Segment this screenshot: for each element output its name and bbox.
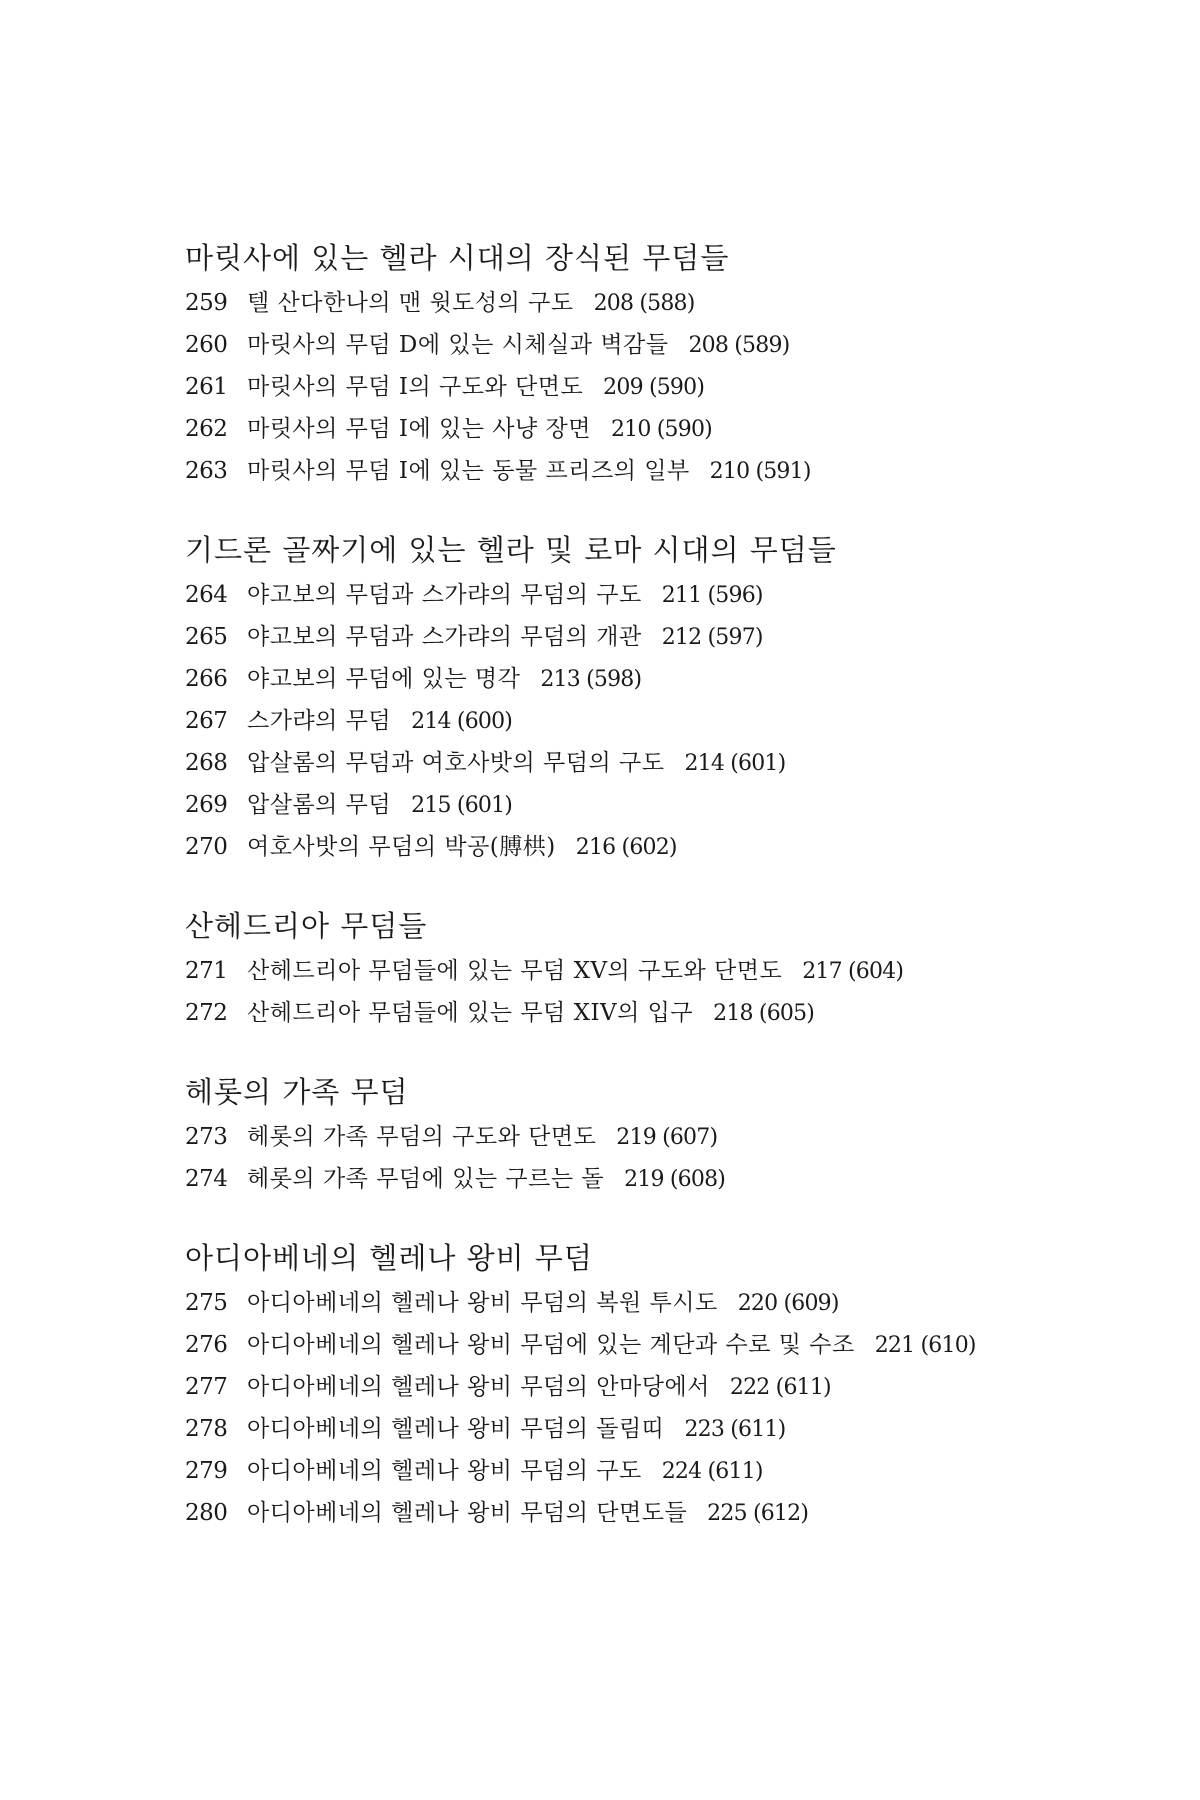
figure-number: 279 xyxy=(185,1458,228,1484)
figure-number: 278 xyxy=(185,1416,228,1442)
figure-number: 260 xyxy=(185,332,228,358)
figure-caption: 야고보의 무덤과 스가랴의 무덤의 구도 xyxy=(247,582,642,608)
page-reference: 212 (597) xyxy=(661,625,763,650)
figure-number: 262 xyxy=(185,416,228,442)
figure-caption: 압살롬의 무덤 xyxy=(247,792,392,818)
section-title: 아디아베네의 헬레나 왕비 무덤 xyxy=(185,1241,593,1275)
page-reference: 214 (600) xyxy=(411,709,513,734)
figure-list xyxy=(185,238,1145,1572)
figure-caption: 헤롯의 가족 무덤에 있는 구르는 돌 xyxy=(247,1166,605,1192)
list-item xyxy=(185,1408,1145,1450)
list-item xyxy=(185,1450,1145,1492)
figure-caption: 스가랴의 무덤 xyxy=(247,708,392,734)
page-reference: 211 (596) xyxy=(661,583,763,608)
list-item xyxy=(185,784,1145,826)
figure-caption: 야고보의 무덤과 스가랴의 무덤의 개관 xyxy=(247,624,642,650)
figure-caption: 아디아베네의 헬레나 왕비 무덤의 안마당에서 xyxy=(247,1374,710,1400)
list-item xyxy=(185,1282,1145,1324)
page-reference: 213 (598) xyxy=(540,667,642,692)
page-reference: 221 (610) xyxy=(874,1333,976,1358)
page-reference: 225 (612) xyxy=(707,1501,809,1526)
list-item xyxy=(185,826,1145,868)
section-title: 마릿사에 있는 헬라 시대의 장식된 무덤들 xyxy=(185,241,730,275)
figure-number: 280 xyxy=(185,1500,228,1526)
section xyxy=(185,1238,1145,1534)
page-reference: 220 (609) xyxy=(737,1291,839,1316)
list-item xyxy=(185,1492,1145,1534)
page-reference: 208 (589) xyxy=(688,333,790,358)
page-reference: 214 (601) xyxy=(684,751,786,776)
page-reference: 208 (588) xyxy=(593,291,695,316)
figure-number: 259 xyxy=(185,290,228,316)
page-reference: 210 (591) xyxy=(709,459,811,484)
figure-caption: 텔 산다한나의 맨 윗도성의 구도 xyxy=(247,290,574,316)
figure-number: 271 xyxy=(185,958,228,984)
figure-caption: 아디아베네의 헬레나 왕비 무덤의 복원 투시도 xyxy=(247,1290,718,1316)
figure-caption: 야고보의 무덤에 있는 명각 xyxy=(247,666,521,692)
page-reference: 223 (611) xyxy=(684,1417,786,1442)
figure-number: 267 xyxy=(185,708,228,734)
figure-number: 261 xyxy=(185,374,228,400)
list-item xyxy=(185,658,1145,700)
section xyxy=(185,530,1145,868)
figure-caption: 마릿사의 무덤 I의 구도와 단면도 xyxy=(247,374,584,400)
page-reference: 219 (608) xyxy=(624,1167,726,1192)
list-item xyxy=(185,282,1145,324)
section xyxy=(185,238,1145,492)
figure-number: 268 xyxy=(185,750,228,776)
figure-caption: 아디아베네의 헬레나 왕비 무덤의 돌림띠 xyxy=(247,1416,665,1442)
list-item xyxy=(185,616,1145,658)
list-item xyxy=(185,742,1145,784)
list-item xyxy=(185,1158,1145,1200)
page-reference: 209 (590) xyxy=(603,375,705,400)
figure-number: 272 xyxy=(185,1000,228,1026)
list-item xyxy=(185,366,1145,408)
list-item xyxy=(185,574,1145,616)
figure-number: 273 xyxy=(185,1124,228,1150)
figure-caption: 아디아베네의 헬레나 왕비 무덤에 있는 계단과 수로 및 수조 xyxy=(247,1332,855,1358)
figure-number: 269 xyxy=(185,792,228,818)
figure-caption: 마릿사의 무덤 I에 있는 동물 프리즈의 일부 xyxy=(247,458,690,484)
list-item xyxy=(185,408,1145,450)
figure-caption: 아디아베네의 헬레나 왕비 무덤의 구도 xyxy=(247,1458,642,1484)
list-item xyxy=(185,324,1145,366)
figure-number: 264 xyxy=(185,582,228,608)
list-item xyxy=(185,700,1145,742)
page-reference: 217 (604) xyxy=(802,959,904,984)
figure-caption: 압살롬의 무덤과 여호사밧의 무덤의 구도 xyxy=(247,750,665,776)
list-item xyxy=(185,1324,1145,1366)
page-reference: 216 (602) xyxy=(575,835,677,860)
figure-number: 263 xyxy=(185,458,228,484)
page-reference: 224 (611) xyxy=(661,1459,763,1484)
figure-caption: 산헤드리아 무덤들에 있는 무덤 XIV의 입구 xyxy=(247,1000,694,1026)
figure-caption: 마릿사의 무덤 D에 있는 시체실과 벽감들 xyxy=(247,332,669,358)
page-reference: 219 (607) xyxy=(616,1125,718,1150)
figure-caption: 마릿사의 무덤 I에 있는 사냥 장면 xyxy=(247,416,591,442)
figure-number: 265 xyxy=(185,624,228,650)
list-item xyxy=(185,992,1145,1034)
figure-caption: 아디아베네의 헬레나 왕비 무덤의 단면도들 xyxy=(247,1500,688,1526)
figure-number: 276 xyxy=(185,1332,228,1358)
list-item xyxy=(185,450,1145,492)
figure-caption: 산헤드리아 무덤들에 있는 무덤 XV의 구도와 단면도 xyxy=(247,958,783,984)
list-item xyxy=(185,1116,1145,1158)
list-item xyxy=(185,1366,1145,1408)
page-reference: 210 (590) xyxy=(610,417,712,442)
section xyxy=(185,906,1145,1034)
figure-number: 270 xyxy=(185,834,228,860)
figure-number: 274 xyxy=(185,1166,228,1192)
figure-caption: 여호사밧의 무덤의 박공(膊栱) xyxy=(247,834,556,860)
figure-caption: 헤롯의 가족 무덤의 구도와 단면도 xyxy=(247,1124,597,1150)
page-reference: 215 (601) xyxy=(411,793,513,818)
section-title: 기드론 골짜기에 있는 헬라 및 로마 시대의 무덤들 xyxy=(185,533,837,567)
section-title: 산헤드리아 무덤들 xyxy=(185,909,428,943)
page-reference: 218 (605) xyxy=(713,1001,815,1026)
section xyxy=(185,1072,1145,1200)
figure-number: 275 xyxy=(185,1290,228,1316)
figure-number: 277 xyxy=(185,1374,228,1400)
section-title: 헤롯의 가족 무덤 xyxy=(185,1075,409,1109)
page-reference: 222 (611) xyxy=(729,1375,831,1400)
figure-number: 266 xyxy=(185,666,228,692)
list-item xyxy=(185,950,1145,992)
